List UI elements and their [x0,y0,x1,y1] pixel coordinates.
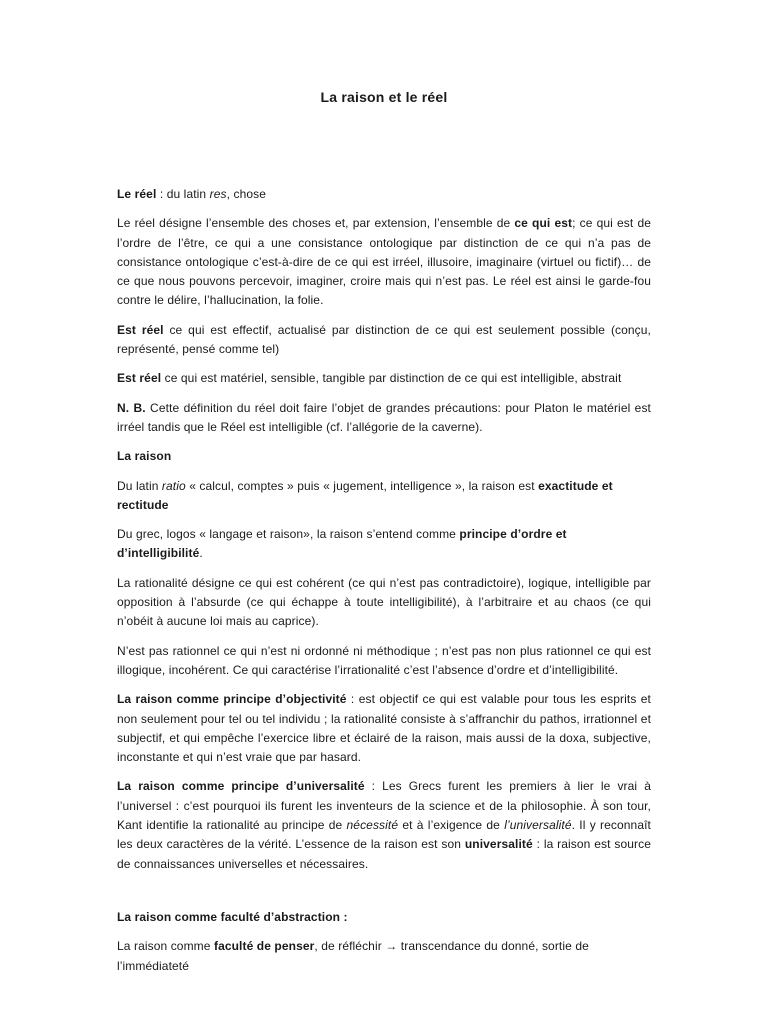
emphasis-ce-qui-est: ce qui est [514,216,573,231]
italic-necessite: nécessité [346,818,399,833]
heading-faculte-abstraction: La raison comme faculté d’abstraction : [117,909,348,924]
paragraph-faculte-penser: La raison comme faculté de penser, de réfléchir → transcendance du donné, sortie de l’immédiateté [117,939,589,973]
emphasis-exactitude: exactitude et rectitude [117,478,613,512]
term-est-reel: Est réel [117,322,164,337]
page-title: La raison et le réel [320,89,448,105]
term-le-reel: Le réel [117,187,157,201]
emphasis-faculte-penser: faculté de penser [213,939,315,954]
document-body [117,185,651,986]
latin-word-res: res [209,187,227,201]
paragraph-grec-definition: Du grec, logos « langage et raison», la raison s’entend comme principe d’ordre et d’intelligibilité. [117,527,567,561]
paragraph-latin-definition: Du latin ratio « calcul, comptes » puis « jugement, intelligence », la raison est exactitude et rectitude [117,478,613,512]
paragraph-reel-definition: Le réel : du latin res, chose [117,187,266,201]
paragraph-est-reel-materiel: Est réel ce qui est matériel, sensible, tangible par distinction de ce qui est intelligible, abstrait [117,371,622,386]
term-principe-universalite: La raison comme principe d’universalité [117,779,365,794]
paragraph-rationalite: La rationalité désigne ce qui est cohérent (ce qui n’est pas contradictoire), logique, intelligible par opposition à l’absurde (ce qui échappe à toute intelligibilité), à l’arbitraire et au chaos (ce qui n’obéit à aucune loi mais au caprice). [117,575,651,629]
paragraph-irrationnel: N’est pas rationnel ce qui n’est ni ordonné ni méthodique ; n’est pas non plus rationnel ce qui est illogique, incohérent. Ce qui caractérise l’irrationalité c’est l’absence d’ordre et d’intelligibilité. [117,643,651,677]
emphasis-universalite: universalité [464,837,533,852]
paragraph-universalite: La raison comme principe d’universalité : Les Grecs furent les premiers à lier le vrai à l’universel : c’est pourquoi ils furent les inventeurs de la science et de la philosophie. À son tour, Kant identifie la rationalité au principe de nécessité et à l’exigence de l’universalité. Il y reconnaît les deux caractères de la vérité. L’essence de la raison est son universalité : la raison est source de connaissances universelles et nécessaires. [117,779,651,871]
paragraph-reel-description: Le réel désigne l’ensemble des choses et, par extension, l’ensemble de ce qui est; ce qui est de l’ordre de l’être, ce qui a une consistance ontologique par distinction de ce qui n’a pas de consistance ontologique c’est-à-dire de ce qui est irréel, illusoire, imaginaire (virtuel ou fictif)… de ce que nous pouvons percevoir, imaginer, croire mais qui n’est pas. Le réel est ainsi le garde-fou contre le délire, l’hallucination, la folie. [117,216,651,308]
heading-la-raison: La raison [117,449,172,464]
italic-universalite: l’universalité [504,818,572,833]
term-nb: N. B. [117,400,146,415]
latin-word-ratio: ratio [161,478,186,493]
term-est-reel: Est réel [117,371,162,386]
paragraph-est-reel-effectif: Est réel ce qui est effectif, actualisé par distinction de ce qui est seulement possible (conçu, représenté, pensé comme tel) [117,322,651,357]
term-principe-objectivite: La raison comme principe d’objectivité [117,692,347,707]
paragraph-nota-bene: N. B. Cette définition du réel doit faire l’objet de grandes précautions: pour Platon le matériel est irréel tandis que le Réel est intelligible (cf. l’allégorie de la caverne). [117,400,651,434]
paragraph-objectivite: La raison comme principe d’objectivité : est objectif ce qui est valable pour tous les esprits et non seulement pour tel ou tel individu ; la rationalité consiste à s’affranchir du pathos, irrationnel et subjectif, et qui empêche l’exercice libre et éclairé de la raison, mais aussi de la doxa, subjective, inconstante et qui n’est vraie que par hasard. [117,692,651,765]
emphasis-principe-ordre: principe d’ordre et d’intelligibilité [117,527,567,561]
